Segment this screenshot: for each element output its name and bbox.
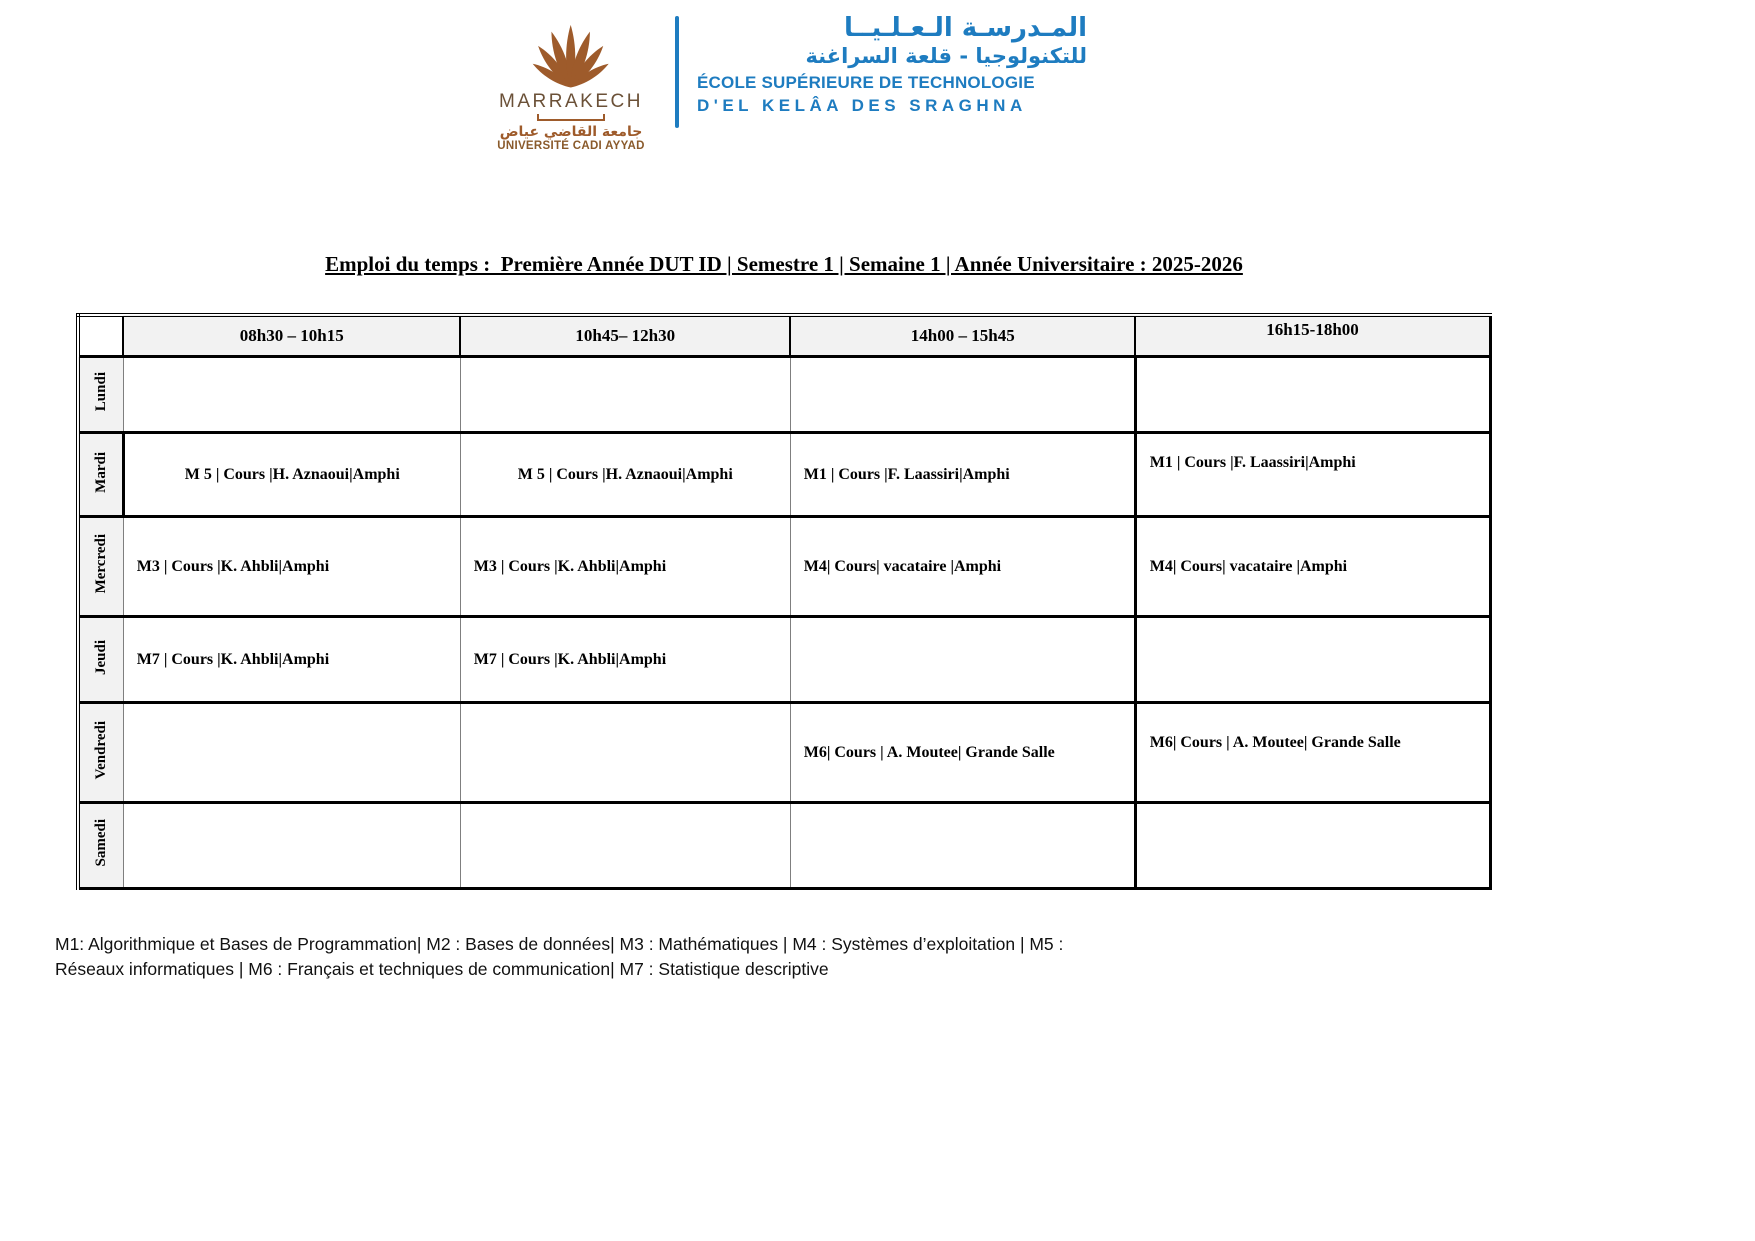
- cell-vendredi-slot2: [460, 703, 790, 803]
- day-label-jeudi: Jeudi: [78, 617, 123, 703]
- school-name-french-line1: ÉCOLE SUPÉRIEURE DE TECHNOLOGIE: [697, 72, 1035, 92]
- cell-lundi-slot2: [460, 357, 790, 433]
- cell-lundi-slot1: [123, 357, 460, 433]
- palm-logo-icon: [505, 12, 636, 90]
- page-title: Emploi du temps : Première Année DUT ID | Semestre 1 | Semaine 1 | Année Universitaire : 2025-2026: [325, 252, 1243, 277]
- university-logo: [481, 12, 661, 152]
- cell-vendredi-slot3: M6| Cours | A. Moutee| Grande Salle: [790, 703, 1135, 803]
- school-logo-text: [697, 12, 1087, 116]
- school-name-arabic-line2: للتكنولوجيا - قلعة السراغنة: [805, 43, 1087, 68]
- day-label-lundi: Lundi: [78, 357, 123, 433]
- cell-jeudi-slot4: [1135, 617, 1490, 703]
- cell-samedi-slot4: [1135, 803, 1490, 889]
- time-slot-header-2: 10h45– 12h30: [460, 315, 790, 357]
- day-label-mercredi: Mercredi: [78, 517, 123, 617]
- day-label-samedi: Samedi: [78, 803, 123, 889]
- logo-divider: [675, 16, 679, 128]
- table-row-vendredi: [78, 703, 1490, 803]
- cell-mardi-slot2: M 5 | Cours |H. Aznaoui|Amphi: [460, 433, 790, 517]
- university-name: UNIVERSITÉ CADI AYYAD: [497, 140, 645, 153]
- cell-mardi-slot1: M 5 | Cours |H. Aznaoui|Amphi: [123, 433, 460, 517]
- cell-mercredi-slot2: M3 | Cours |K. Ahbli|Amphi: [460, 517, 790, 617]
- table-row-jeudi: [78, 617, 1490, 703]
- time-slot-header-4: 16h15-18h00: [1135, 315, 1490, 357]
- table-row-mardi: [78, 433, 1490, 517]
- cell-mercredi-slot3: M4| Cours| vacataire |Amphi: [790, 517, 1135, 617]
- legend-line-1: M1: Algorithmique et Bases de Programmation| M2 : Bases de données| M3 : Mathématiques | M4 : Systèmes d’exploitation | M5 :: [55, 934, 1064, 955]
- cell-vendredi-slot4: M6| Cours | A. Moutee| Grande Salle: [1135, 703, 1490, 803]
- logo-city-name: MARRAKECH: [499, 91, 643, 112]
- table-row-mercredi: [78, 517, 1490, 617]
- cell-lundi-slot4: [1135, 357, 1490, 433]
- module-legend: [55, 932, 1355, 983]
- logo-bracket-decoration: [537, 114, 605, 121]
- table-row-samedi: [78, 803, 1490, 889]
- cell-mercredi-slot4: M4| Cours| vacataire |Amphi: [1135, 517, 1490, 617]
- timetable: [76, 313, 1492, 890]
- time-slot-header-1: 08h30 – 10h15: [123, 315, 460, 357]
- cell-jeudi-slot2: M7 | Cours |K. Ahbli|Amphi: [460, 617, 790, 703]
- school-name-arabic-line1: المـدرسـة الـعـلـيــا: [843, 13, 1087, 43]
- header: [0, 0, 1568, 152]
- corner-cell: [78, 315, 123, 357]
- cell-mardi-slot3: M1 | Cours |F. Laassiri|Amphi: [790, 433, 1135, 517]
- day-label-mardi: Mardi: [78, 433, 123, 517]
- day-label-vendredi: Vendredi: [78, 703, 123, 803]
- cell-jeudi-slot1: M7 | Cours |K. Ahbli|Amphi: [123, 617, 460, 703]
- cell-samedi-slot3: [790, 803, 1135, 889]
- cell-vendredi-slot1: [123, 703, 460, 803]
- time-slot-header-3: 14h00 – 15h45: [790, 315, 1135, 357]
- cell-lundi-slot3: [790, 357, 1135, 433]
- table-row-lundi: [78, 357, 1490, 433]
- cell-mardi-slot4: M1 | Cours |F. Laassiri|Amphi: [1135, 433, 1490, 517]
- cell-samedi-slot1: [123, 803, 460, 889]
- cell-samedi-slot2: [460, 803, 790, 889]
- school-name-french-line2: D'EL KELÂA DES SRAGHNA: [697, 95, 1027, 115]
- cell-jeudi-slot3: [790, 617, 1135, 703]
- time-header-row: [78, 315, 1490, 357]
- legend-line-2: Réseaux informatiques | M6 : Français et techniques de communication| M7 : Statistique descriptive: [55, 959, 829, 980]
- cell-mercredi-slot1: M3 | Cours |K. Ahbli|Amphi: [123, 517, 460, 617]
- university-name-arabic: جامعة القاضي عياض: [499, 124, 643, 140]
